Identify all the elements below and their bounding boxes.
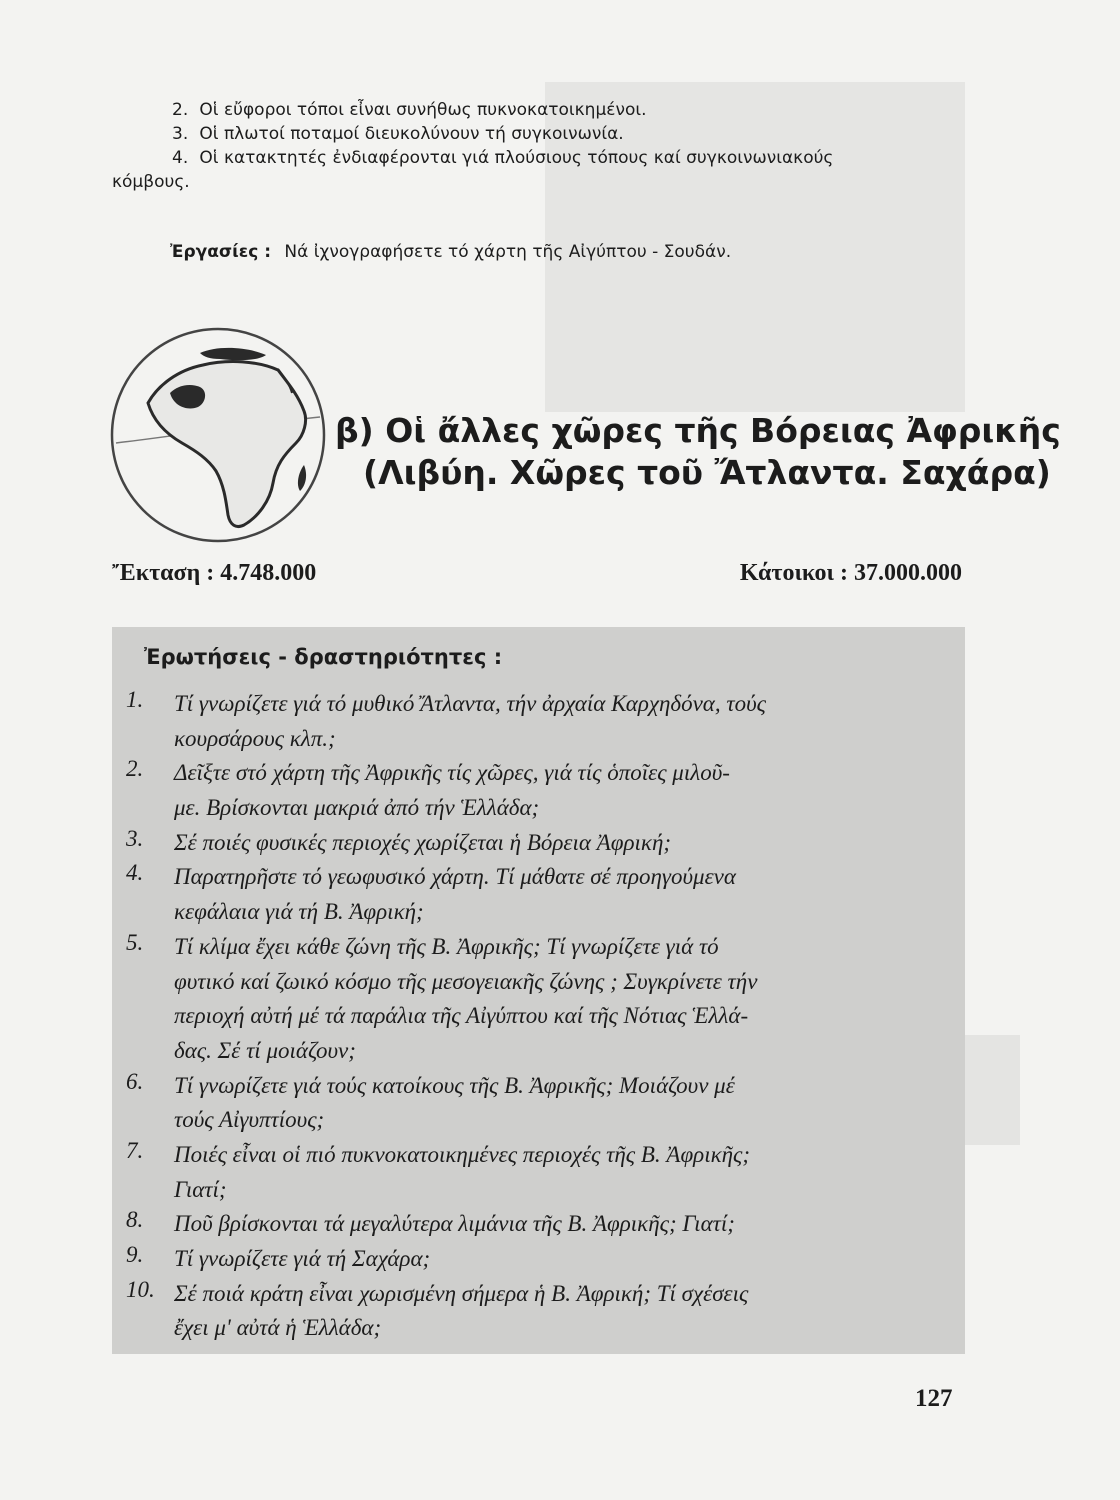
statement-text: κόμβους. (112, 172, 190, 192)
question-number: 4. (126, 860, 144, 886)
statement-item (112, 98, 972, 122)
statement-number: 3. (172, 124, 189, 144)
question-number: 10. (126, 1276, 155, 1302)
question-number: 5. (126, 929, 144, 955)
question-item (112, 860, 965, 929)
statement-text: Οἱ πλωτοί ποταμοί διευκολύνουν τή συγκοινωνία. (199, 124, 624, 144)
question-item (112, 687, 965, 756)
statement-item (112, 146, 972, 170)
question-line: Σέ ποιά κράτη εἶναι χωρισμένη σήμερα ἡ Β. Ἀφρική; Τί σχέσεις (174, 1280, 749, 1306)
question-line: τούς Αἰγυπτίους; (174, 1107, 325, 1133)
question-item (112, 756, 965, 825)
question-line: με. Βρίσκονται μακριά ἀπό τήν Ἑλλάδα; (174, 795, 540, 821)
question-item (112, 930, 965, 1069)
section-title-line1: β) Οἱ ἄλλες χῶρες τῆς Βόρειας Ἀφρικῆς (335, 411, 1061, 450)
question-line: Τί γνωρίζετε γιά τό μυθικό Ἄτλαντα, τήν ἀρχαία Καρχηδόνα, τούς (174, 691, 767, 716)
question-item (112, 1277, 965, 1346)
population-stat: Κάτοικοι : 37.000.000 (739, 560, 962, 586)
question-number: 1. (126, 687, 144, 712)
question-line: κουρσάρους κλπ.; (174, 725, 336, 751)
statement-text: Οἱ εὔφοροι τόποι εἶναι συνήθως πυκνοκατοικημένοι. (199, 100, 647, 120)
question-line: Τί γνωρίζετε γιά τούς κατοίκους τῆς Β. Ἀφρικῆς; Μοιάζουν μέ (174, 1072, 735, 1098)
question-number: 8. (126, 1207, 144, 1233)
question-item (112, 826, 965, 861)
question-line: δας. Σέ τί μοιάζουν; (174, 1037, 356, 1063)
statement-number: 2. (172, 100, 189, 120)
section-title-line2: (Λιβύη. Χῶρες τοῦ Ἄτλαντα. Σαχάρα) (363, 453, 1051, 492)
question-line: περιοχή αὐτή μέ τά παράλια τῆς Αἰγύπτου καί τῆς Νότιας Ἑλλά- (174, 1003, 749, 1029)
assignment-label: Ἐργασίες : (170, 242, 272, 262)
question-item (112, 1138, 965, 1207)
assignment-text: Νά ἰχνογραφήσετε τό χάρτη τῆς Αἰγύπτου - Σουδάν. (284, 242, 732, 262)
question-line: Γιατί; (174, 1176, 227, 1202)
question-number: 3. (126, 825, 144, 851)
statement-number: 4. (172, 148, 189, 168)
question-item (112, 1242, 965, 1277)
question-number: 9. (126, 1242, 144, 1267)
statement-text: Οἱ κατακτητές ἐνδιαφέρονται γιά πλούσιους τόπους καί συγκοινωνιακούς (199, 148, 834, 168)
statement-continuation (112, 170, 972, 194)
question-line: Τί γνωρίζετε γιά τή Σαχάρα; (174, 1246, 431, 1271)
page-number: 127 (915, 1385, 953, 1412)
question-line: Σέ ποιές φυσικές περιοχές χωρίζεται ἡ Βόρεια Ἀφρική; (174, 829, 672, 855)
africa-globe-icon (108, 325, 328, 545)
questions-heading: Ἐρωτήσεις - δραστηριότητες : (144, 645, 503, 669)
question-line: φυτικό καί ζωικό κόσμο τῆς μεσογειακῆς ζώνης ; Συγκρίνετε τήν (174, 968, 758, 994)
question-number: 2. (126, 756, 144, 782)
section-title (335, 410, 1061, 494)
question-number: 7. (126, 1137, 144, 1163)
question-line: Τί κλίμα ἔχει κάθε ζώνη τῆς Β. Ἀφρικῆς; Τί γνωρίζετε γιά τό (174, 933, 719, 959)
question-item (112, 1207, 965, 1242)
questions-list (112, 687, 965, 1346)
question-line: Δεῖξτε στό χάρτη τῆς Ἀφρικῆς τίς χῶρες, γιά τίς ὁποῖες μιλοῦ- (174, 760, 730, 786)
question-line: Παρατηρῆστε τό γεωφυσικό χάρτη. Τί μάθατε σέ προηγούμενα (174, 864, 736, 890)
area-stat: Ἔκταση : 4.748.000 (112, 560, 317, 586)
question-line: ἔχει μ' αὐτά ἡ Ἑλλάδα; (174, 1315, 382, 1341)
statement-list (112, 98, 972, 194)
question-number: 6. (126, 1068, 144, 1094)
question-line: Ποῦ βρίσκονται τά μεγαλύτερα λιμάνια τῆς Β. Ἀφρικῆς; Γιατί; (174, 1211, 735, 1237)
questions-box (112, 627, 965, 1354)
assignment-line (170, 242, 731, 262)
statement-item (112, 122, 972, 146)
question-line: Ποιές εἶναι οἱ πιό πυκνοκατοικημένες περιοχές τῆς Β. Ἀφρικῆς; (174, 1141, 751, 1167)
question-line: κεφάλαια γιά τή Β. Ἀφρική; (174, 899, 424, 925)
question-item (112, 1069, 965, 1138)
